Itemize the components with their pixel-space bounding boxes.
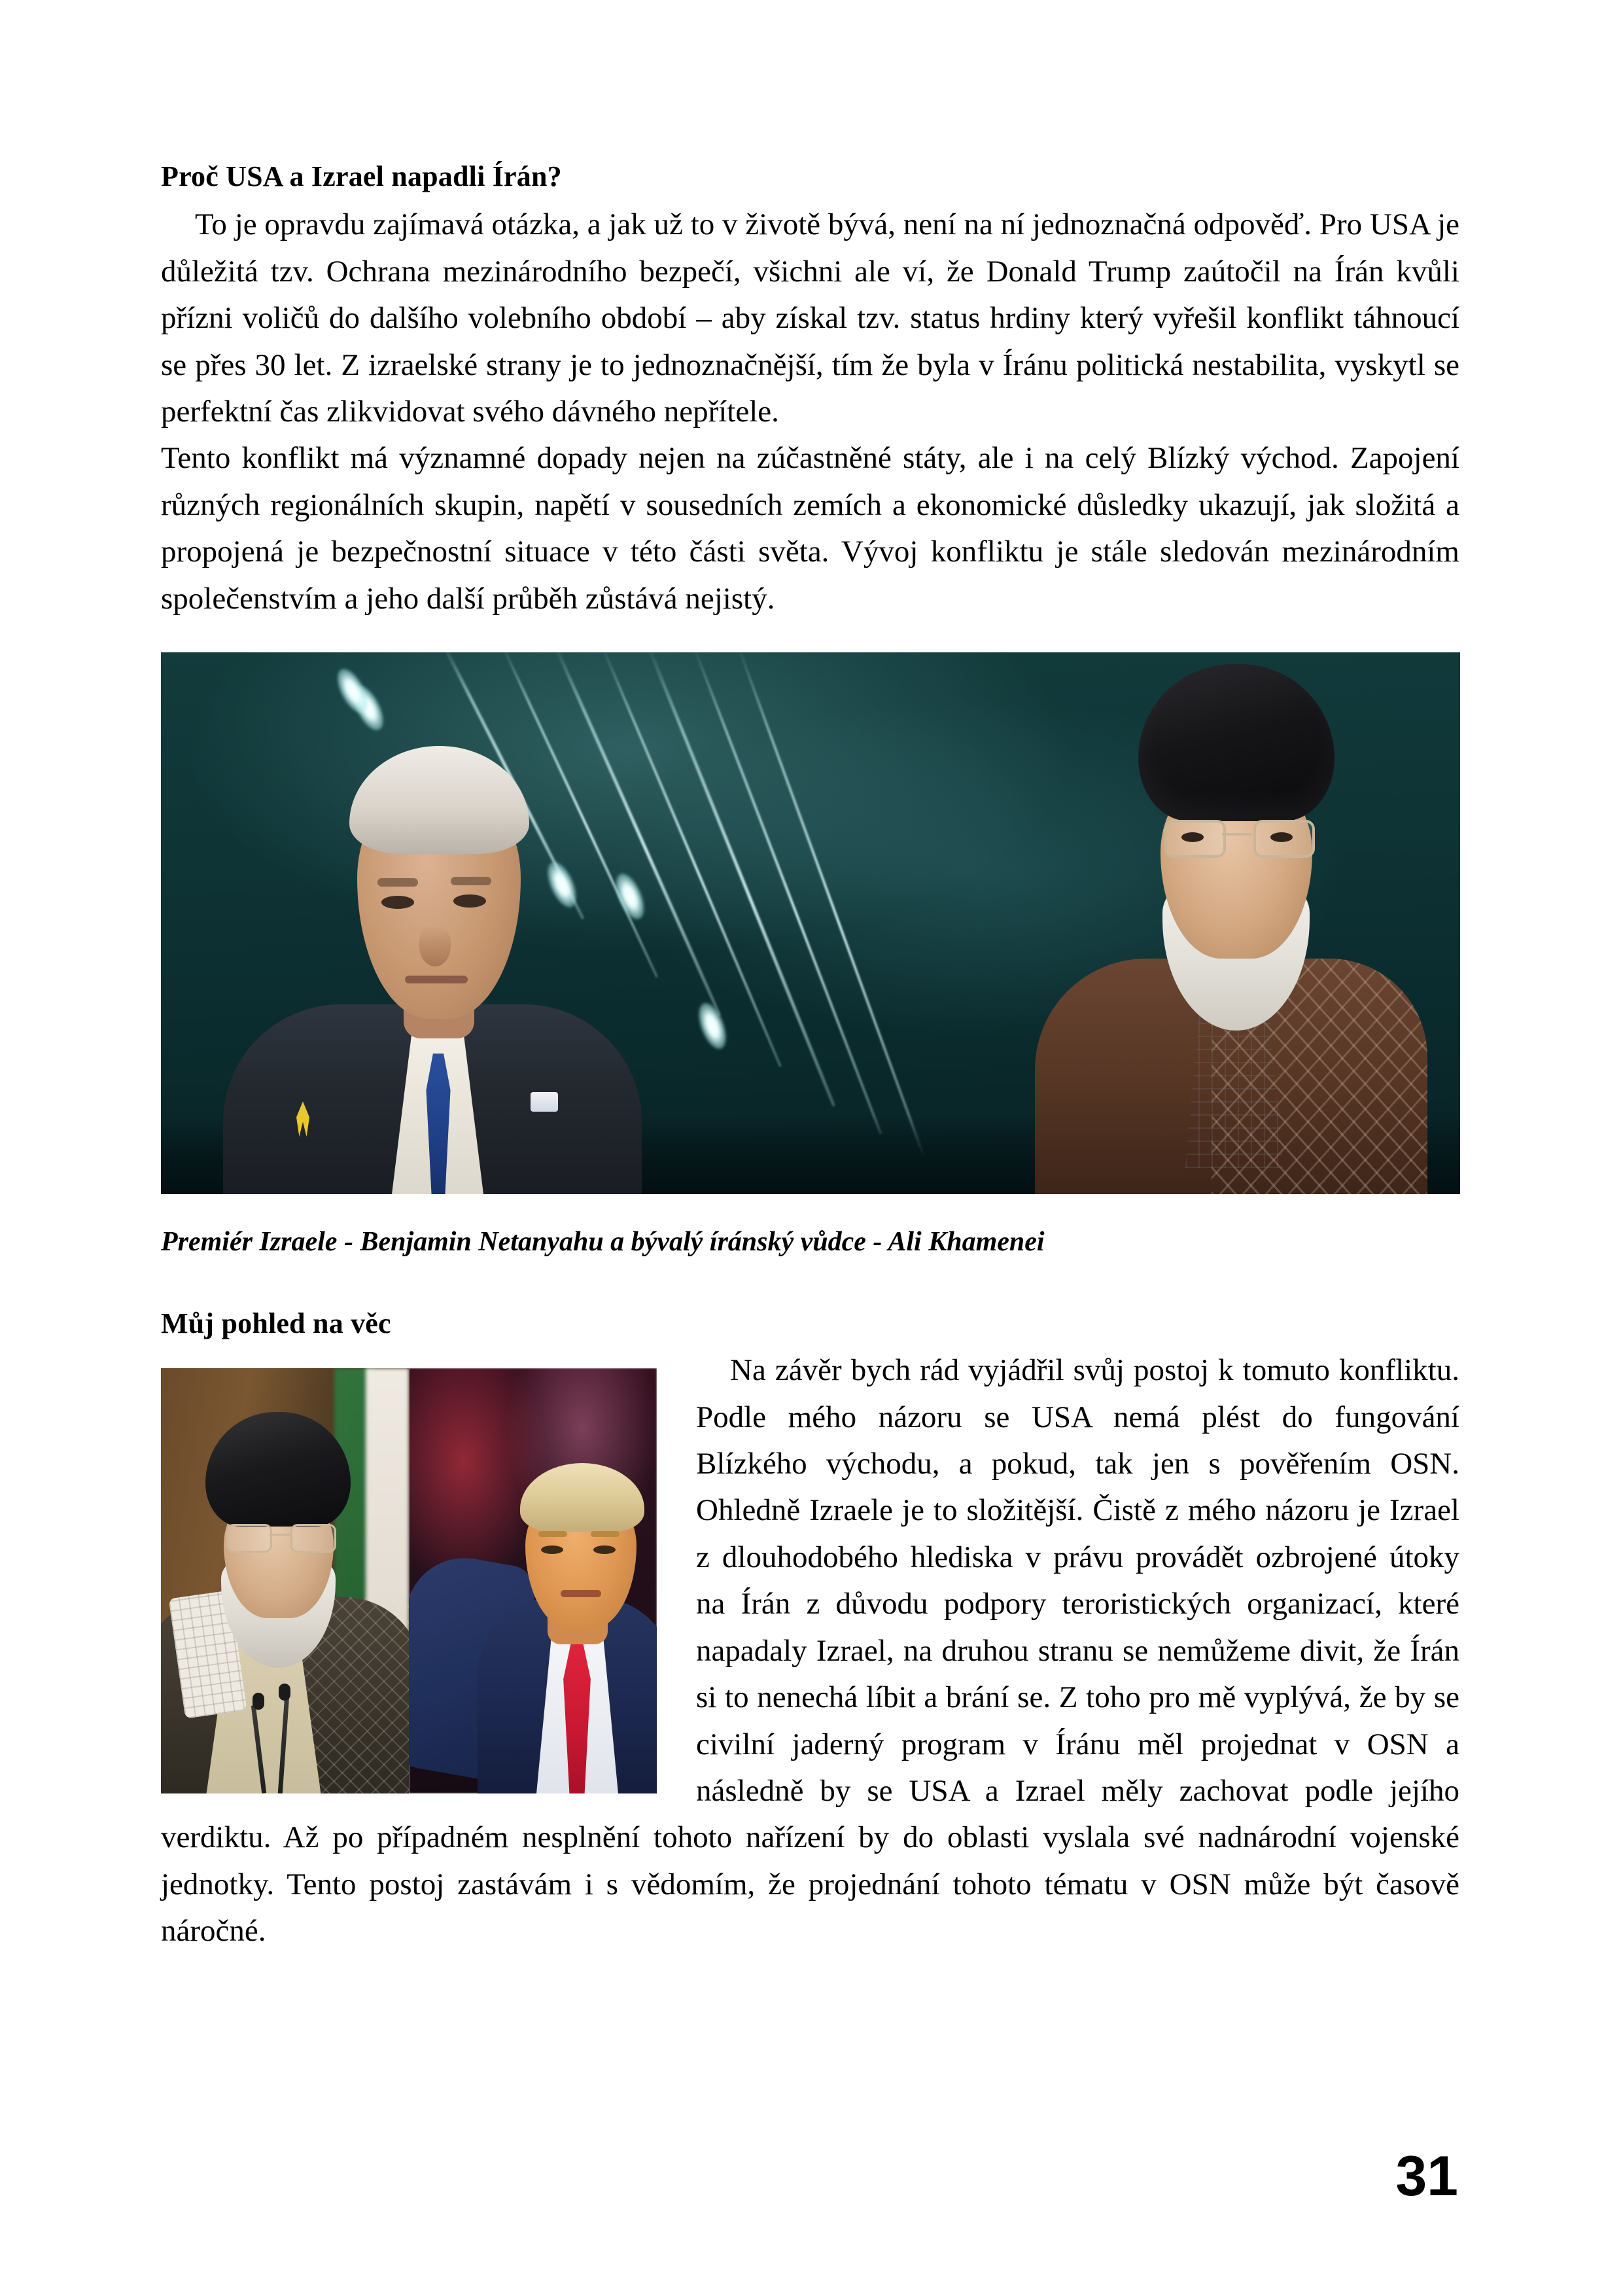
hero-figure-caption: Premiér Izraele - Benjamin Netanyahu a bývalý íránský vůdce - Ali Khamenei xyxy=(161,1227,1045,1258)
paragraph-impacts: Tento konflikt má významné dopady nejen na zúčastněné státy, ale i na celý Blízký východ. Zapojení různých regionálních skupin, napětí v sousedních zemích a ekonomické důsledky ukazují, jak složitá a propojená je bezpečnostní situace v této části světa. Vývoj konfliktu je stále sledován mezinárodním společenstvím a jeho další průběh zůstává nejistý. xyxy=(161,441,1459,616)
paragraph-my-view: Na závěr bych rád vyjádřil svůj postoj k tomuto konfliktu. Podle mého názoru se USA nemá plést do fungování Blízkého východu, a pokud, tak jen s pověřením OSN. Ohledně Izraele je to složitější. Čistě z mého názoru je Izrael z dlouhodobého hlediska v právu provádět ozbrojené útoky na Írán z důvodu podpory teroristických organizací, které napadaly Izrael, na druhou stranu se nemůžeme divit, že Írán si to nenechá líbit a brání se. Z toho pro mě vyplývá, že by se civilní jaderný program v Íránu měl projednat v OSN a následně by se USA a Izrael měly zachovat podle jejího verdiktu. Až po případném nesplnění tohoto nařízení by do oblasti vyslala své nadnárodní vojenské jednotky. Tento postoj zastávám i s vědomím, že projednání tohoto tématu v OSN může být časově náročné. xyxy=(161,1353,1459,1949)
trump-eye-left xyxy=(541,1545,563,1554)
photo-khamenei xyxy=(161,1368,409,1793)
khamenei-turban xyxy=(1138,664,1335,821)
paragraph-intro: To je opravdu zajímavá otázka, a jak už to v životě bývá, není na ní jednoznačná odpověď. Pro USA je důležitá tzv. Ochrana mezinárodního bezpečí, všichni ale ví, že Donald Trump zaútočil na Írán kvůli přízni voličů do dalšího volebního období – aby získal tzv. status hrdiny který vyřešil konflikt táhnoucí se přes 30 let. Z izraelské strany je to jednoznačnější, tím že byla v Íránu politická nestabilita, vyskytl se perfektní čas zlikvidovat svého dávného nepřítele. xyxy=(161,207,1459,429)
microphone-head-icon xyxy=(253,1693,264,1710)
portrait-netanyahu xyxy=(223,677,642,1194)
trump-mouth xyxy=(561,1590,601,1597)
khamenei-glasses-icon xyxy=(226,1524,332,1550)
wrap-figure-khamenei-trump xyxy=(161,1368,657,1793)
section-heading-why-usa-israel-attacked-iran: Proč USA a Izrael napadli Írán? xyxy=(161,160,562,192)
trump-brow-right xyxy=(591,1531,620,1537)
netanyahu-mouth xyxy=(405,976,468,983)
trump-brow-left xyxy=(538,1531,567,1537)
trump-eye-right xyxy=(593,1545,616,1554)
photo-trump xyxy=(409,1368,657,1793)
hero-photo-netanyahu-khamenei xyxy=(161,652,1460,1194)
lapel-flag-pin-icon xyxy=(531,1092,558,1112)
section-heading-my-view: Můj pohled na věc xyxy=(161,1307,391,1339)
section-my-view xyxy=(161,1307,1459,1955)
microphone-head-icon xyxy=(279,1684,290,1701)
page-number: 31 xyxy=(1395,2145,1458,2208)
portrait-khamenei xyxy=(1022,664,1427,1194)
netanyahu-hair xyxy=(349,746,529,854)
netanyahu-nose xyxy=(419,926,451,966)
netanyahu-brow-left xyxy=(377,878,418,887)
hero-figure xyxy=(161,652,1460,1260)
netanyahu-brow-right xyxy=(451,877,491,885)
